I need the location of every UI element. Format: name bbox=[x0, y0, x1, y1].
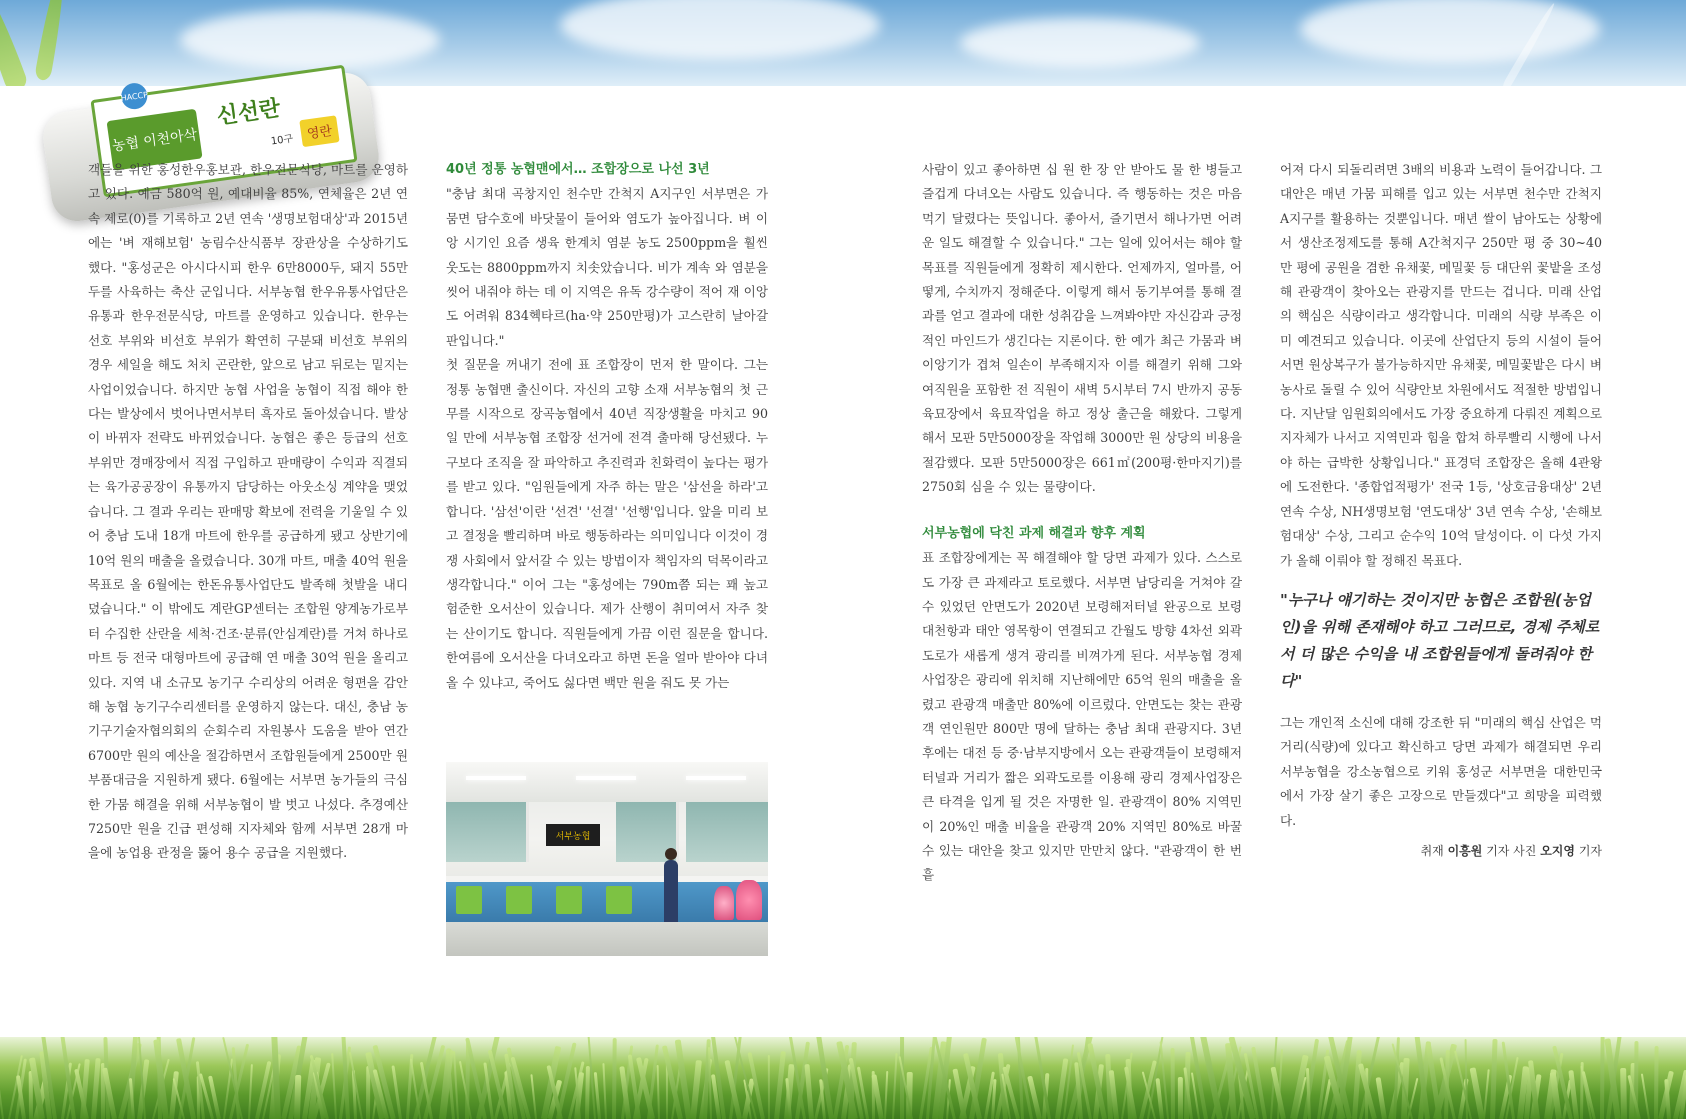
grass-blade bbox=[585, 1066, 590, 1119]
certification-badge: HACCP bbox=[120, 81, 149, 110]
grass-blade bbox=[768, 1055, 771, 1119]
byline-label: 기자 사진 bbox=[1486, 843, 1537, 858]
carton-brand: 농협 이천아삭 bbox=[107, 109, 203, 171]
paragraph: 객들을 위한 홍성한우홍보관, 한우전문식당, 마트를 운영하고 있다. 예금 580억 원, 예대비율 85%, 연체율은 2년 연속 제로(0)를 기록하고 2년 연속 '생명보험대상'과 2015년에는 '벼 재해보험' 농림수산식품부 장관상을 수상하기도 했다. "홍성군은 아시다시피 한우 6만8000두, 돼지 55만두를 사육하는 축산 군입니다. 서부농협 한우유통사업단은 유통과 한우전문식당, 마트를 운영하고 있습니다. 한우는 선호 부위와 비선호 부위가 확연히 구분돼 비선호 부위의 경우 세일을 해도 처치 곤란한, 앞으로 남고 뒤로는 밑지는 사업이었습니다. 하지만 농협 사업을 농협이 직접 해야 한다는 발상에서 벗어나면서부터 흑자로 돌아섰습니다. 발상이 바뀌자 전략도 바뀌었습니다. 농협은 좋은 등급의 선호 부위만 경매장에서 직접 구입하고 판매량이 수익과 직결되는 육가공공장이 유통까지 담당하는 아웃소싱 계약을 맺었습니다. 그 결과 우리는 판매망 확보에 전력을 기울일 수 있어 충남 도내 18개 마트에 한우를 공급하게 됐고 상반기에 10억 원의 매출을 올렸습니다. 30개 마트, 매출 40억 원을 목표로 올 6월에는 한돈유통사업단도 발족해 첫발을 내디뎠습니다." 이 밖에도 계란GP센터는 조합원 양계농가로부터 수집한 산란을 세척·건조·분류(안심계란)를 거쳐 하나로마트 등 전국 대형마트에 공급해 연 매출 30억 원을 올리고 있다. 지역 내 소규모 농기구 수리상의 어려운 형편을 감안해 농협 농기구수리센터를 운영하지 않는다. 대신, 충남 농기구기술자협의회의 순회수리 자원봉사 도움을 받아 연간 6700만 원의 예산을 절감하면서 조합원들에게 2500만 원 부품대금을 지원하게 됐다. 6월에는 서부면 농가들의 극심한 가뭄 해결을 위해 서부농협이 발 벗고 나섰다. 추경예산 7250만 원을 긴급 편성해 지자체와 함께 서부면 28개 마을에 농업용 관정을 뚫어 용수 공급을 지원했다. bbox=[88, 162, 408, 861]
grass-blade bbox=[332, 1053, 338, 1119]
grass-blade bbox=[884, 1071, 889, 1119]
byline-label: 기자 bbox=[1578, 843, 1602, 858]
article-column-2 bbox=[446, 158, 768, 695]
photographer-name: 오지영 bbox=[1540, 843, 1575, 858]
grass-blade bbox=[1469, 1067, 1484, 1119]
grass-blade bbox=[1490, 1039, 1498, 1119]
grass-blade bbox=[657, 1065, 660, 1119]
grass-blade bbox=[1600, 1037, 1605, 1119]
paragraph: 사람이 있고 좋아하면 십 원 한 장 안 받아도 물 한 병들고 즐겁게 다녀오는 사람도 있습니다. 즉 행동하는 것은 마음먹기 달렸다는 뜻입니다. 좋아서, 즐기면서 해나가면 어려운 일도 해결할 수 있습니다." 그는 일에 있어서는 해야 할 목표를 직원들에게 정확히 제시한다. 언제까지, 얼마를, 어떻게, 수치까지 정해준다. 이렇게 해서 동기부여를 통해 결과를 얻고 결과에 대한 성취감을 느껴봐야만 자신감과 긍정적인 마인드가 생긴다는 지론이다. 한 예가 최근 가뭄과 벼 이앙기가 겹쳐 일손이 부족해지자 이를 해결키 위해 그와 여직원을 포함한 전 직원이 새벽 5시부터 7시 반까지 공동육묘장에서 육묘작업을 하고 정상 출근을 해왔다. 그렇게 해서 모판 5만5000장을 작업해 3000만 원 상당의 비용을 절감했다. 모판 5만5000장은 661㎡(200평·한마지기)를 2750회 심을 수 있는 물량이다. bbox=[922, 162, 1242, 495]
carton-tag: 영란 bbox=[299, 115, 340, 147]
grass-blade bbox=[248, 1064, 253, 1119]
office-sign: 서부농협 bbox=[546, 824, 600, 846]
paragraph: 그는 개인적 소신에 대해 강조한 뒤 "미래의 핵심 산업은 먹거리(식량)에 있다고 확신하고 당면 과제가 해결되면 우리 서부농협을 강소농협으로 키워 홍성군 서부면을 대한민국에서 가장 살기 좋은 고장으로 만들겠다"고 희망을 피력했다. bbox=[1280, 714, 1602, 828]
bank-office-photo bbox=[446, 762, 768, 956]
grass-blade bbox=[804, 1064, 814, 1119]
grass-blade bbox=[1483, 1069, 1490, 1119]
article-column-1 bbox=[88, 158, 408, 866]
article-column-4 bbox=[1280, 158, 1602, 863]
section-heading: 서부농협에 닥친 과제 해결과 향후 계획 bbox=[922, 525, 1146, 541]
grass-blade bbox=[724, 1060, 742, 1119]
paragraph: 첫 질문을 꺼내기 전에 표 조합장이 먼저 한 말이다. 그는 정통 농협맨 출신이다. 자신의 고향 소재 서부농협의 첫 근무를 시작으로 장곡농협에서 40년 직장생활을 마치고 90일 만에 서부농협 조합장 선거에 전격 출마해 당선됐다. 누구보다 조직을 잘 파악하고 추진력과 친화력이 높다는 평가를 받고 있다. "임원들에게 자주 하는 말은 '삼선을 하라'고 합니다. '삼선'이란 '선견' '선결' '선행'입니다. 앞을 미리 보고 결정을 빨리하며 바로 행동하라는 의미입니다 이것이 경쟁 사회에서 앞서갈 수 있는 방법이자 책임자의 덕목이라고 생각합니다." 이어 그는 "홍성에는 790m쯤 되는 꽤 높고 험준한 오서산이 있습니다. 제가 산행이 취미여서 자주 찾는 산이기도 합니다. 직원들에게 가끔 이런 질문을 합니다. 한여름에 오서산을 다녀오라고 하면 돈을 얼마 받아야 다녀올 수 있냐고, 죽어도 싫다면 백만 원을 줘도 못 가는 bbox=[446, 357, 768, 690]
carton-count: 10구 bbox=[270, 133, 294, 148]
paragraph: 어져 다시 되돌리려면 3배의 비용과 노력이 들어갑니다. 그 대안은 매년 가뭄 피해를 입고 있는 서부면 천수만 간척지 A지구를 활용하는 것뿐입니다. 매년 쌀이 남아도는 상황에서 생산조정제도를 통해 A간척지구 250만 평 중 30~40만 평에 공원을 겸한 유채꽃, 메밀꽃 등 대단위 꽃밭을 조성해 관광객이 찾아오는 관광지를 만드는 겁니다. 미래 산업의 핵심은 식량이라고 생각합니다. 미래의 식량 부족은 이미 예견되고 있습니다. 이곳에 산업단지 등의 시설이 들어서면 원상복구가 불가능하지만 유채꽃, 메밀꽃밭은 다시 벼농사로 돌릴 수 있어 식량안보 차원에서도 적절한 방법입니다. 지난달 임원회의에서도 가장 중요하게 다뤄진 계획으로 지자체가 나서고 지역민과 힘을 합쳐 하루빨리 시행에 나서야 하는 급박한 상황입니다." 표경덕 조합장은 올해 4관왕에 도전한다. '종합업적평가' 전국 1등, '상호금융대상' 2년 연속 수상, NH생명보험 '연도대상' 3년 연속 수상, '손해보험대상' 수상, 그리고 순수익 10억 달성이다. 이 다섯 가지가 올해 이뤄야 할 정해진 목표다. bbox=[1280, 162, 1602, 568]
grass-blade bbox=[892, 1054, 898, 1119]
grass-blade bbox=[602, 1063, 607, 1119]
paragraph: 표 조합장에게는 꼭 해결해야 할 당면 과제가 있다. 스스로도 가장 큰 과제라고 토로했다. 서부면 남당리을 거쳐야 갈 수 있었던 안면도가 2020년 보령해저터널 완공으로 보령 대천항과 태안 영목항이 연결되고 간월도 방향 4차선 외곽도로가 새롭게 생겨 광리를 비껴가게 된다. 서부농협 경제사업장은 광리에 위치해 지난해에만 65억 원의 매출을 올렸고 관광객 매출만 80%에 이르렀다. 안면도는 찾는 관광객 연인원만 800만 명에 달하는 충남 최대 관광지다. 3년 후에는 대전 등 중·남부지방에서 오는 관광객들이 보령해저터널과 거리가 짧은 외곽도로를 이용해 광리 경제사업장은 큰 타격을 입게 될 것은 자명한 일. 관광객이 80% 지역민이 20%인 매출 비율을 관광객 20% 지역민 80%로 바꿀 수 있는 대안을 찾고 있지만 만만치 않다. "관광객이 한 번 흩 bbox=[922, 550, 1242, 883]
byline bbox=[1280, 839, 1602, 863]
grass-blade bbox=[1641, 1073, 1651, 1119]
grass-blade bbox=[1375, 1077, 1386, 1119]
grass-blade bbox=[531, 1074, 538, 1119]
grass-blade bbox=[294, 1075, 301, 1119]
grass-blade bbox=[1177, 1077, 1182, 1119]
grass-blade bbox=[1654, 1046, 1659, 1119]
grass-footer bbox=[0, 1037, 1686, 1119]
carton-product-name: 신선란 bbox=[215, 96, 282, 130]
grass-blade bbox=[91, 1058, 100, 1119]
article-column-3 bbox=[922, 158, 1242, 888]
grass-blade bbox=[1171, 1048, 1176, 1119]
grass-blade bbox=[774, 1051, 786, 1119]
reporter-name: 이흥원 bbox=[1447, 843, 1483, 858]
pull-quote: "누구나 얘기하는 것이지만 농협은 조합원(농업인)을 위해 존재해야 하고 그러므로, 경제 주체로서 더 많은 수익을 내 조합원들에게 돌려줘야 한다" bbox=[1280, 590, 1600, 690]
grass-blade bbox=[0, 1051, 4, 1119]
paragraph: "충남 최대 곡창지인 천수만 간척지 A지구인 서부면은 가뭄면 담수호에 바닷물이 들어와 염도가 높아집니다. 벼 이앙 시기인 요즘 생육 한계치 염분 농도 2500ppm을 훨씬 웃도는 8800ppm까지 치솟았습니다. 비가 계속 와 염분을 씻어 내줘야 하는 데 이 지역은 유독 강수량이 적어 재 이앙도 어려워 834헥타르(ha·약 250만평)가 고스란히 날아갈 판입니다." bbox=[446, 186, 768, 348]
grass-blade bbox=[1620, 1068, 1627, 1119]
byline-label: 취재 bbox=[1420, 843, 1444, 858]
grass-blade bbox=[612, 1038, 617, 1119]
section-heading: 40년 정통 농협맨에서… 조합장으로 나선 3년 bbox=[446, 162, 710, 177]
